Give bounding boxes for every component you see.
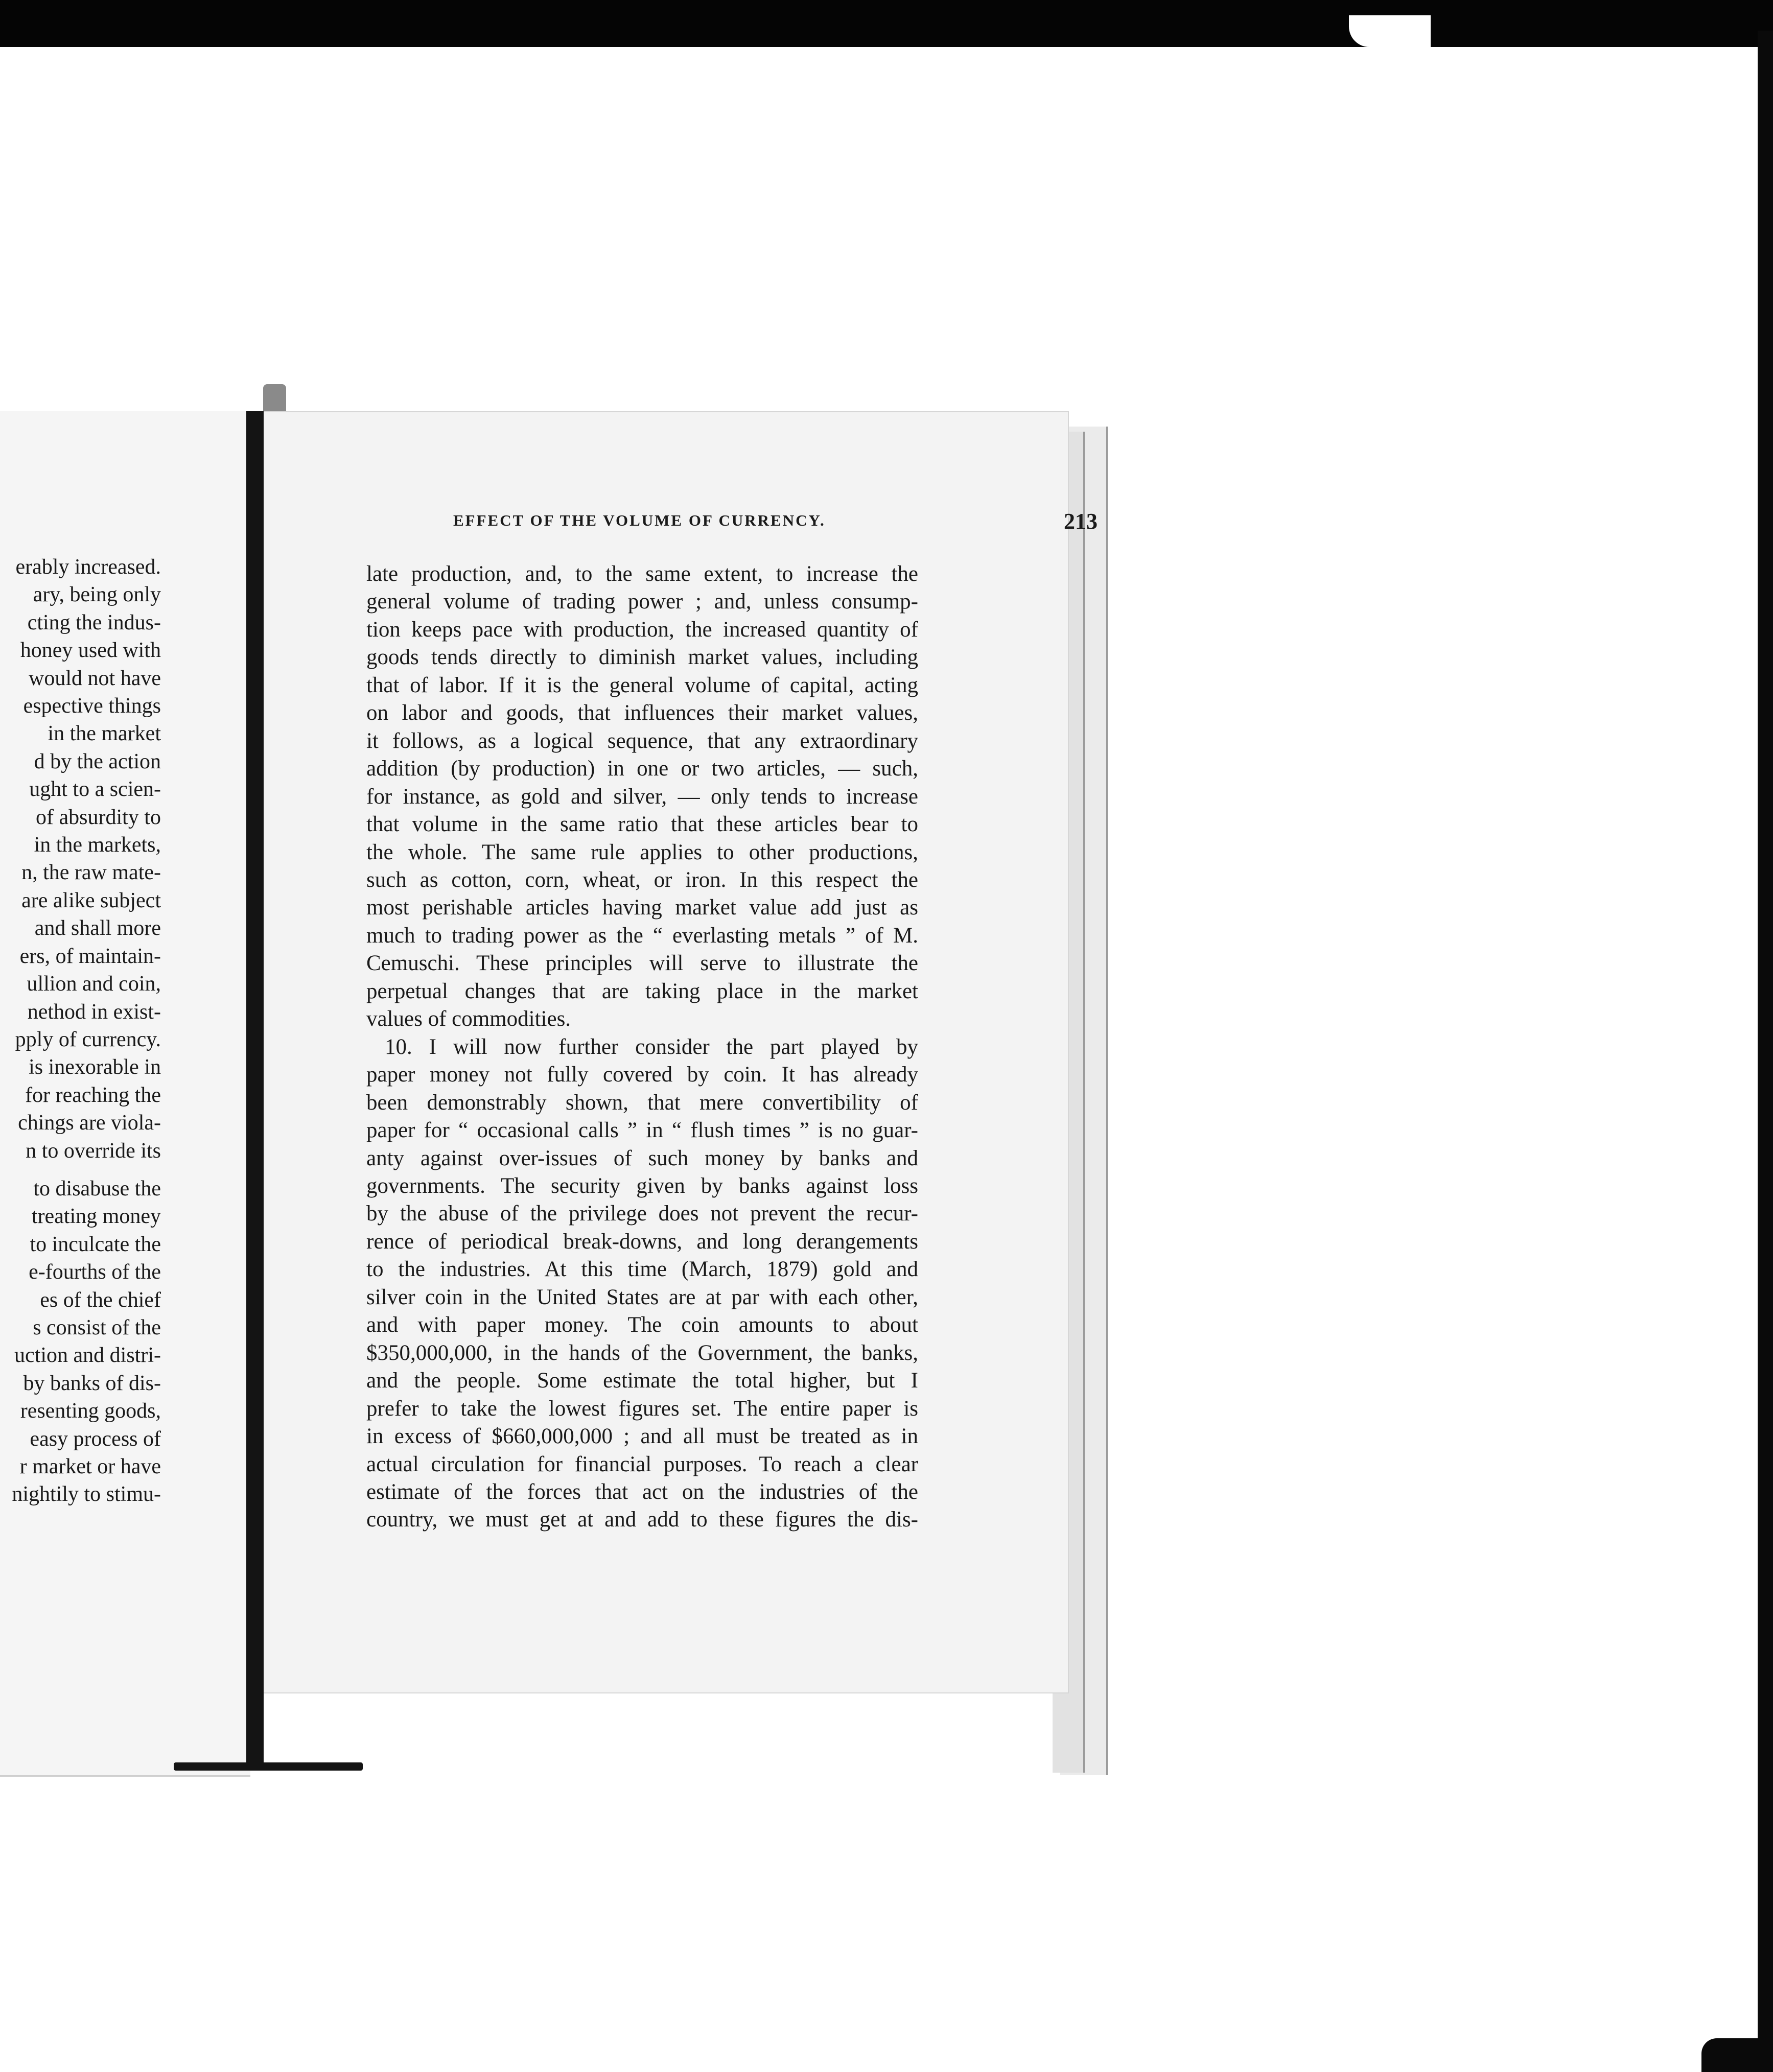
text-line: silver coin in the United States are at par with each other, xyxy=(366,1285,918,1309)
text-line: in the markets, xyxy=(34,833,161,857)
text-line: ullion and coin, xyxy=(27,972,161,996)
text-line: to disabuse the xyxy=(33,1176,161,1200)
text-line: ught to a scien- xyxy=(29,778,161,802)
text-line: by banks of dis- xyxy=(23,1371,161,1395)
text-line: and shall more xyxy=(34,916,161,940)
page-number: 213 xyxy=(1064,509,1098,534)
text-line: paper for “ occasional calls ” in “ flush times ” is no guar- xyxy=(366,1118,918,1143)
text-line: general volume of trading power ; and, unless consump- xyxy=(366,590,918,614)
text-line: to inculcate the xyxy=(30,1232,161,1256)
text-line: governments. The security given by banks against loss xyxy=(366,1173,918,1198)
text-line: chings are viola- xyxy=(18,1111,161,1135)
book-binding xyxy=(246,411,264,1768)
text-line: perpetual changes that are taking place in the market xyxy=(366,979,918,1003)
text-line: would not have xyxy=(29,666,161,690)
paragraph-gap xyxy=(0,1165,161,1175)
scan-top-border xyxy=(0,0,1773,47)
text-line: treating money xyxy=(31,1205,161,1229)
text-line: such as cotton, corn, wheat, or iron. In this respect the xyxy=(366,867,918,892)
text-line: that volume in the same ratio that these articles bear to xyxy=(366,812,918,837)
text-line: s consist of the xyxy=(33,1315,161,1339)
text-line: cting the indus- xyxy=(27,610,161,634)
text-line: $350,000,000, in the hands of the Government, the banks, xyxy=(366,1340,918,1365)
text-line: in excess of $660,000,000 ; and all must be treated as in xyxy=(366,1424,918,1449)
text-line: on labor and goods, that influences their market values, xyxy=(366,701,918,725)
text-line: most perishable articles having market value add just as xyxy=(366,896,918,920)
text-line: anty against over-issues of such money by banks and xyxy=(366,1146,918,1170)
running-title: EFFECT OF THE VOLUME OF CURRENCY. xyxy=(453,511,826,529)
text-line: espective things xyxy=(23,694,161,718)
text-line: ers, of maintain- xyxy=(19,944,161,968)
text-line: in the market xyxy=(48,722,161,746)
text-line: ary, being only xyxy=(33,583,161,607)
cover-tab xyxy=(263,384,286,415)
text-line: by the abuse of the privilege does not prevent the recur- xyxy=(366,1202,918,1226)
text-line: are alike subject xyxy=(21,888,161,912)
text-line: d by the action xyxy=(34,749,161,773)
text-line: of absurdity to xyxy=(36,805,161,829)
text-line: nethod in exist- xyxy=(27,1000,161,1024)
text-line: country, we must get at and add to these figures the dis- xyxy=(366,1508,918,1532)
text-line: for instance, as gold and silver, — only tends to increase xyxy=(366,784,918,809)
right-page-text xyxy=(366,560,918,1534)
text-line: much to trading power as the “ everlasting metals ” of M. xyxy=(366,923,918,948)
text-line: nightily to stimu- xyxy=(12,1482,161,1506)
text-line: rence of periodical break-downs, and long derangements xyxy=(366,1229,918,1254)
text-line: honey used with xyxy=(20,639,161,663)
left-page xyxy=(0,411,250,1777)
text-line: goods tends directly to diminish market values, including xyxy=(366,645,918,670)
text-line: addition (by production) in one or two articles, — such, xyxy=(366,757,918,781)
text-line: actual circulation for financial purposes. To reach a clear xyxy=(366,1452,918,1476)
text-line: tion keeps pace with production, the increased quantity of xyxy=(366,617,918,642)
text-line: n, the raw mate- xyxy=(21,861,161,885)
text-line: Cemuschi. These principles will serve to illustrate the xyxy=(366,951,918,976)
text-line: es of the chief xyxy=(40,1288,161,1312)
text-line: resenting goods, xyxy=(20,1399,161,1423)
text-line: that of labor. If it is the general volume of capital, acting xyxy=(366,673,918,697)
text-line: it follows, as a logical sequence, that any extraordinary xyxy=(366,728,918,753)
text-line: n to override its xyxy=(26,1139,161,1163)
text-line: erably increased. xyxy=(15,555,161,579)
text-line: paper money not fully covered by coin. It has already xyxy=(366,1063,918,1087)
text-line: and the people. Some estimate the total higher, but I xyxy=(366,1369,918,1393)
text-line: late production, and, to the same extent, to increase the xyxy=(366,562,918,586)
text-line: uction and distri- xyxy=(14,1344,161,1368)
running-head xyxy=(453,508,1098,539)
text-line: values of commodities. xyxy=(366,1007,571,1031)
text-line: been demonstrably shown, that mere convertibility of xyxy=(366,1090,918,1115)
text-line: estimate of the forces that act on the industries of the xyxy=(366,1479,918,1504)
text-line: pply of currency. xyxy=(15,1027,161,1051)
text-line: to the industries. At this time (March, 1879) gold and xyxy=(366,1257,918,1282)
text-line: and with paper money. The coin amounts to about xyxy=(366,1313,918,1337)
right-page xyxy=(262,411,1098,1693)
scan-corner-mark xyxy=(1701,2038,1758,2072)
scan-border-notch xyxy=(1349,15,1431,47)
text-line: e-fourths of the xyxy=(29,1260,161,1284)
text-line: is inexorable in xyxy=(29,1055,161,1079)
text-line: 10. I will now further consider the part played by xyxy=(385,1034,918,1059)
left-page-text xyxy=(0,553,161,1509)
book-binding-foot xyxy=(174,1762,363,1771)
text-line: easy process of xyxy=(30,1427,161,1451)
text-line: the whole. The same rule applies to other productions, xyxy=(366,840,918,864)
text-line: prefer to take the lowest figures set. The entire paper is xyxy=(366,1396,918,1421)
text-line: r market or have xyxy=(19,1455,161,1478)
text-line: for reaching the xyxy=(25,1083,161,1107)
scan-right-border xyxy=(1758,31,1773,2072)
